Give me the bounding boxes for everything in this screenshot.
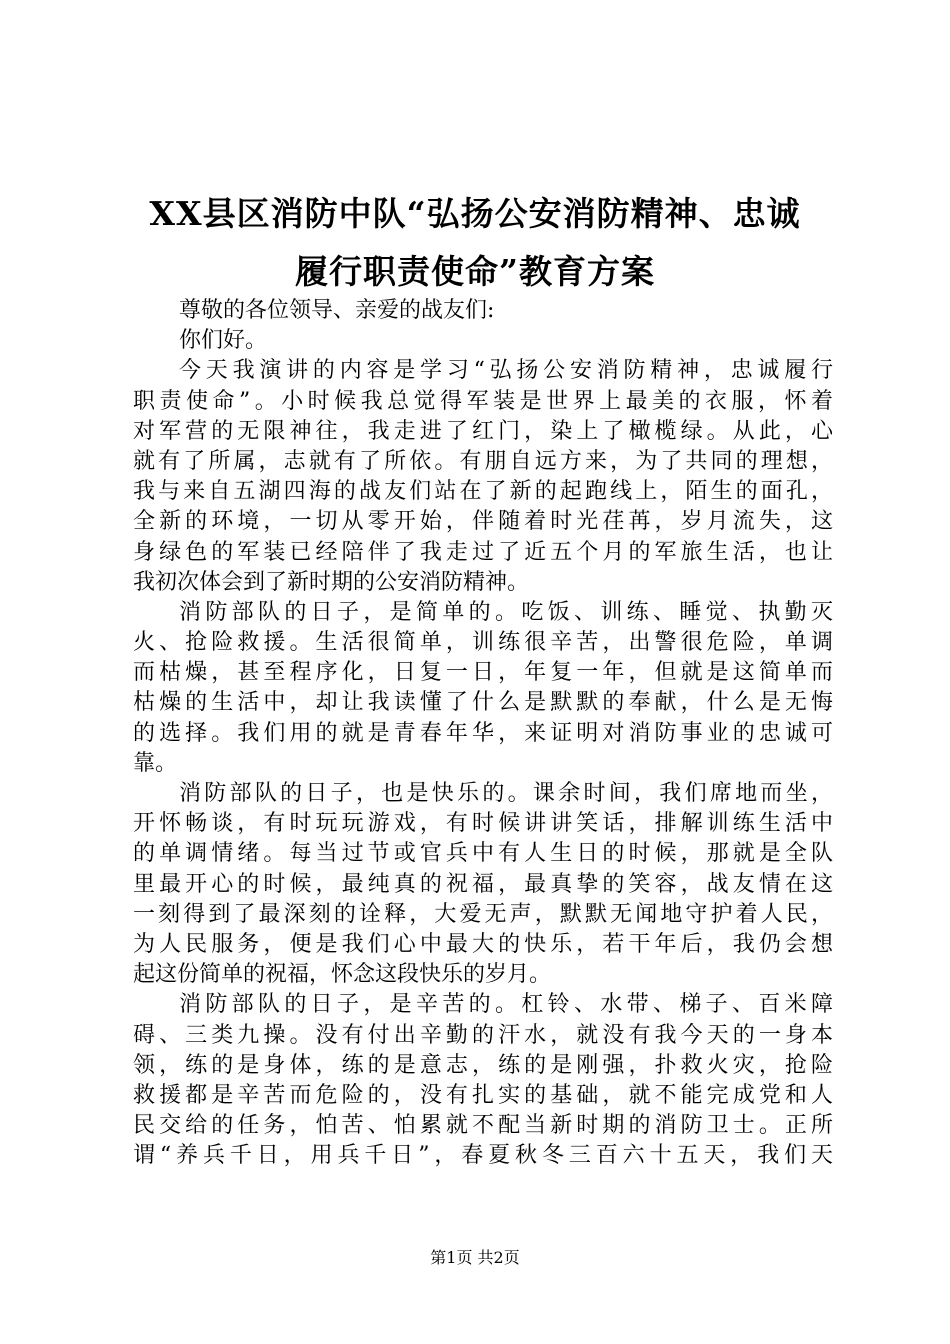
document-title-line-1: XX县区消防中队“弘扬公安消防精神、忠诚 [149,194,801,233]
document-title-line-2: 履行职责使命”教育方案 [295,252,655,291]
paragraph-line: 全新的环境，一切从零开始，伴随着时光荏苒，岁月流失，这 [133,509,833,535]
paragraph-line: 消防部队的日子，也是快乐的。课余时间，我们席地而坐， [179,781,833,806]
paragraph-line: 谓“养兵千日，用兵千日”，春夏秋冬三百六十五天，我们天 [133,1143,833,1169]
paragraph-line: 开怀畅谈，有时玩玩游戏，有时候讲讲笑话，排解训练生活中 [133,811,833,837]
paragraph-line: 职责使命”。小时候我总觉得军装是世界上最美的衣服，怀着 [133,388,833,414]
paragraph-line: 为人民服务，便是我们心中最大的快乐，若干年后，我仍会想 [133,931,833,957]
paragraph-line: 消防部队的日子，是简单的。吃饭、训练、睡觉、执勤灭 [179,599,833,625]
paragraph-line: 火、抢险救援。生活很简单，训练很辛苦，出警很危险，单调 [133,630,833,656]
paragraph-line: 消防部队的日子，是辛苦的。杠铃、水带、梯子、百米障 [179,992,833,1018]
paragraph-line: 碍、三类九操。没有付出辛勤的汗水，就没有我今天的一身本 [133,1022,833,1048]
paragraph-line: 救援都是辛苦而危险的，没有扎实的基础，就不能完成党和人 [133,1082,833,1108]
paragraph-line: 枯燥的生活中，却让我读懂了什么是默默的奉献，什么是无悔 [133,690,833,716]
paragraph-line: 就有了所属，志就有了所依。有朋自远方来，为了共同的理想， [133,448,833,474]
paragraph-line: 我与来自五湖四海的战友们站在了新的起跑线上，陌生的面孔， [133,479,833,505]
paragraph-line: 民交给的任务，怕苦、怕累就不配当新时期的消防卫士。正所 [133,1113,833,1139]
paragraph-line: 一刻得到了最深刻的诠释，大爱无声，默默无闻地守护着人民， [133,901,833,927]
paragraph-line: 起这份简单的祝福，怀念这段快乐的岁月。 [133,962,552,988]
paragraph-line: 对军营的无限神往，我走进了红门，染上了橄榄绿。从此，心 [133,418,833,444]
paragraph-line: 而枯燥，甚至程序化，日复一日，年复一年，但就是这简单而 [133,660,833,686]
paragraph-line: 的单调情绪。每当过节或官兵中有人生日的时候，那就是全队 [133,841,833,867]
page-number-footer: 第1页 共2页 [430,1248,520,1267]
paragraph-line: 身绿色的军装已经陪伴了我走过了近五个月的军旅生活，也让 [133,539,833,565]
paragraph-line: 的选择。我们用的就是青春年华，来证明对消防事业的忠诚可 [133,720,833,746]
salutation: 尊敬的各位领导、亲爱的战友们: [179,298,495,323]
paragraph-line: 今天我演讲的内容是学习“弘扬公安消防精神，忠诚履行 [179,358,833,384]
paragraph-line: 里最开心的时候，最纯真的祝福，最真挚的笑容，战友情在这 [133,871,833,897]
paragraph-line: 领，练的是身体，练的是意志，练的是刚强，扑救火灾，抢险 [133,1052,833,1078]
greeting: 你们好。 [179,328,268,354]
paragraph-line: 我初次体会到了新时期的公安消防精神。 [133,569,530,595]
paragraph-line: 靠。 [133,750,178,776]
document-body [133,296,833,1171]
